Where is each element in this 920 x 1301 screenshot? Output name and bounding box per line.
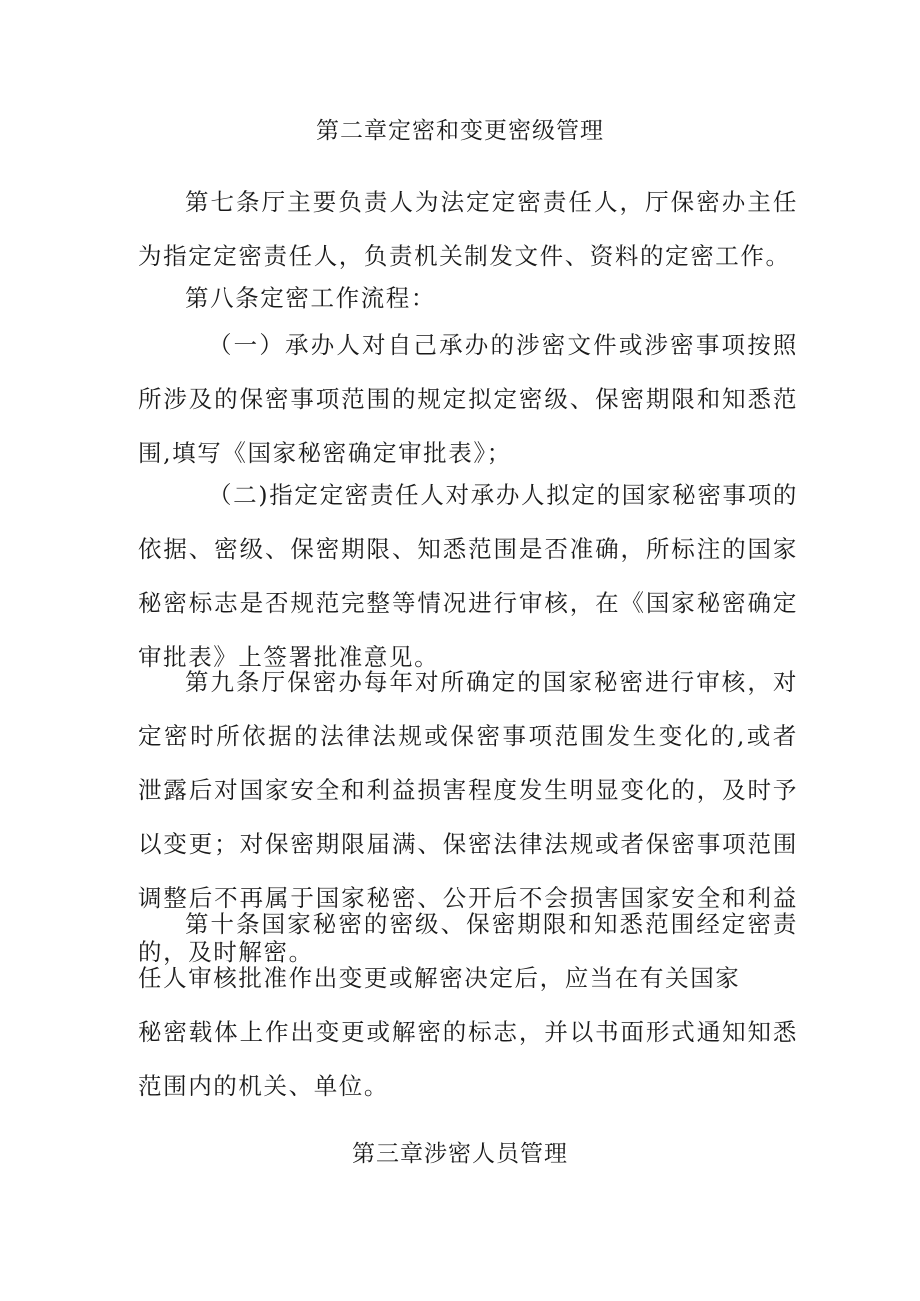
article-7: 第七条厅主要负责人为法定定密责任人，厅保密办主任为指定定密责任人，负责机关制发文件、资料的定密工作。	[138, 188, 798, 270]
article-10-part-1: 第十条国家秘密的密级、保密期限和知悉范围经定密责任人审核批准作出变更或解密决定后，应当在有关国家	[138, 910, 798, 992]
article-8-item-2: （二)指定定密责任人对承办人拟定的国家秘密事项的依据、密级、保密期限、知悉范围是否准确，所标注的国家秘密标志是否规范完整等情况进行审核，在《国家秘密确定审批表》上签署批准意见。	[138, 481, 798, 671]
article-10-part-2: 秘密载体上作出变更或解密的标志，并以书面形式通知知悉范围内的机关、单位。	[138, 1018, 798, 1100]
article-8: 第八条定密工作流程：	[185, 284, 436, 312]
chapter-3-title: 第三章涉密人员管理	[352, 1141, 568, 1167]
article-9: 第九条厅保密办每年对所确定的国家秘密进行审核，对定密时所依据的法律法规或保密事项范围发生变化的,或者泄露后对国家安全和利益损害程度发生明显变化的，及时予以变更；对保密期限届满、保密法律法规或者保密事项范围调整后不再属于国家秘密、公开后不会损害国家安全和利益的，及时解密。	[138, 668, 798, 966]
article-8-item-1: （一）承办人对自己承办的涉密文件或涉密事项按照所涉及的保密事项范围的规定拟定密级、保密期限和知悉范围,填写《国家秘密确定审批表》；	[138, 331, 798, 467]
chapter-2-title: 第二章定密和变更密级管理	[316, 118, 604, 144]
